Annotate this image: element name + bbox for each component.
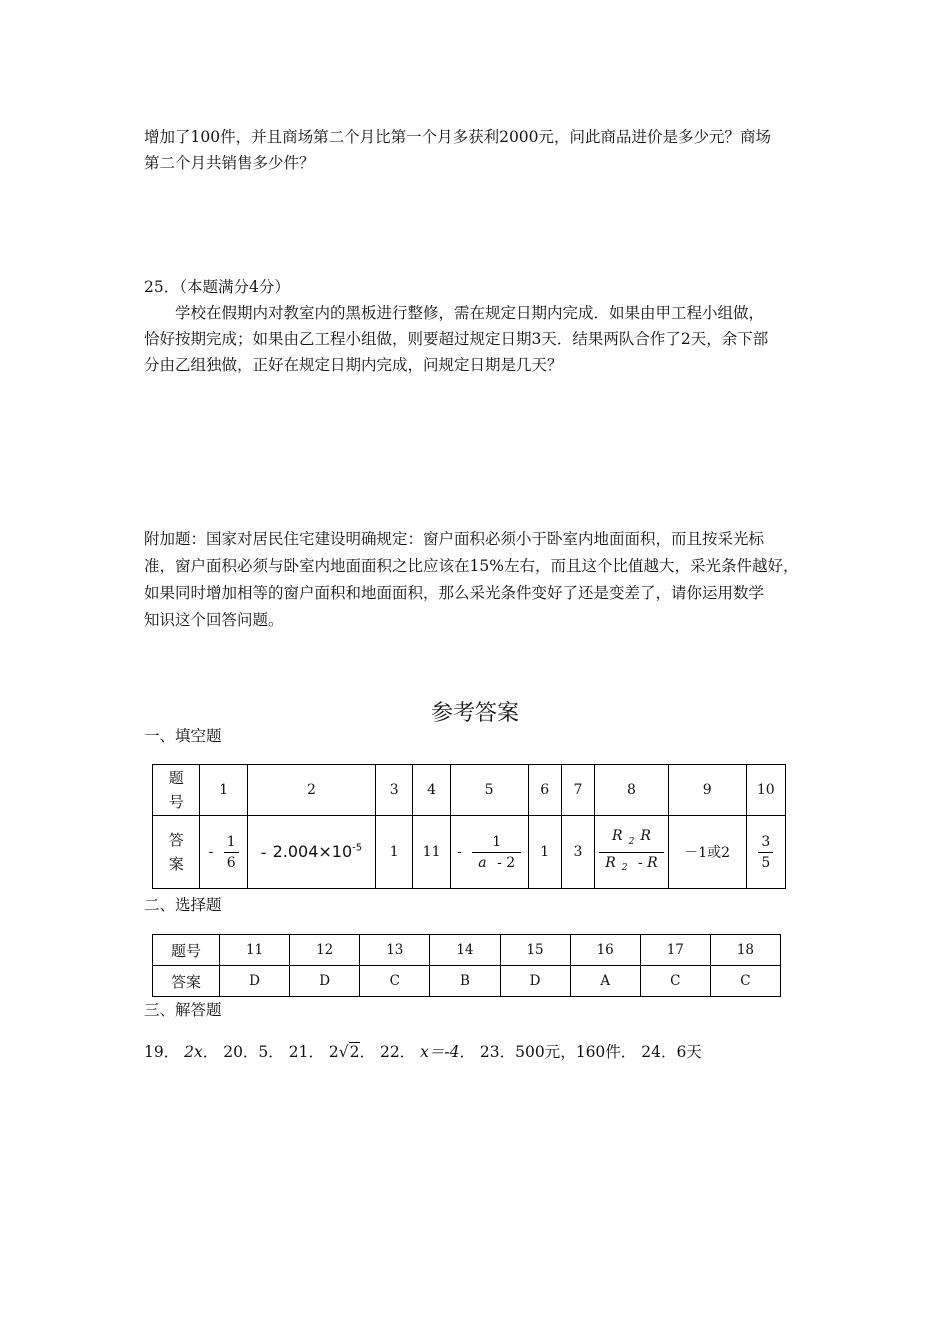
var-R: R	[612, 827, 623, 844]
answer-cell-10	[746, 816, 785, 889]
answer-cell-2	[247, 816, 375, 889]
text-line: 准，窗户面积必须与卧室内地面面积之比应该在15%左右，而且这个比值越大，采光条件越好，	[144, 557, 799, 575]
table-row	[153, 935, 781, 966]
label-char: 题	[168, 769, 184, 787]
radicand: 2	[349, 1043, 360, 1061]
number-cell: 14	[430, 935, 500, 966]
answer-cell: D	[220, 966, 290, 997]
answer-cell: C	[710, 966, 780, 997]
answer-cell: B	[430, 966, 500, 997]
number-cell: 15	[500, 935, 570, 966]
text-line: 第二个月共销售多少件？	[144, 154, 315, 172]
answer-cell-5	[450, 816, 528, 889]
number-cell: 10	[746, 765, 785, 816]
number-cell: 8	[595, 765, 669, 816]
math-expr: 2x	[184, 1043, 203, 1061]
answer-cell-8	[595, 816, 669, 889]
numerator: 3	[761, 833, 771, 850]
answer-cell-3: 1	[376, 816, 413, 889]
question-25	[144, 274, 814, 378]
variable-a: a	[478, 854, 487, 871]
answer-cell: C	[360, 966, 430, 997]
answer-cell-7: 3	[561, 816, 594, 889]
section-multiple-choice: 二、选择题	[144, 896, 222, 914]
number-cell: 2	[247, 765, 375, 816]
number-cell: 16	[570, 935, 640, 966]
denominator: 5	[758, 852, 773, 873]
exponent: -5	[352, 842, 363, 854]
math-expr: 2√2	[328, 1043, 360, 1061]
text-line: 如果同时增加相等的窗户面积和地面面积，那么采光条件变好了还是变差了，请你运用数学	[144, 584, 765, 602]
number-cell: 13	[360, 935, 430, 966]
subscript: 2	[621, 863, 628, 874]
answers-title: 参考答案	[430, 701, 519, 726]
text-segment: 19．	[144, 1043, 180, 1061]
table-row	[153, 966, 781, 997]
table-row	[153, 816, 786, 889]
fraction	[758, 832, 773, 873]
minus-sign: -	[457, 844, 462, 860]
minus-sign: -	[260, 843, 267, 862]
fraction	[472, 832, 521, 873]
text-segment: ． 20．5． 21．	[202, 1043, 324, 1061]
fill-in-answer-table	[152, 764, 786, 889]
number-cell: 11	[220, 935, 290, 966]
math-expr: x＝-4	[420, 1043, 460, 1061]
subscript: 2	[628, 836, 635, 847]
coefficient: 2	[328, 1043, 339, 1061]
question-heading: 25．（本题满分4分）	[144, 278, 290, 296]
var-R: R	[605, 854, 616, 871]
number-cell: 12	[290, 935, 360, 966]
numerator: 1	[226, 833, 236, 850]
text-segment: ． 23．500元，160件． 24．6天	[459, 1043, 702, 1061]
text-line: 知识这个回答问题。	[144, 611, 284, 629]
header-label-cell: 题号	[153, 935, 220, 966]
answer-label-cell: 答案	[153, 966, 220, 997]
table-row	[153, 765, 786, 816]
number-cell: 6	[528, 765, 561, 816]
answer-cell-1	[200, 816, 247, 889]
var-R: R	[640, 827, 651, 844]
label-char: 答	[168, 831, 184, 849]
denominator-rest: - R	[633, 854, 658, 871]
answer-label-cell	[153, 816, 200, 889]
denominator	[599, 852, 663, 879]
number-cell: 18	[710, 935, 780, 966]
choice-answer-table	[152, 934, 781, 997]
text-line: 附加题：国家对居民住宅建设明确规定：窗户面积必须小于卧室内地面面积，而且按采光标	[144, 530, 765, 548]
header-label-cell	[153, 765, 200, 816]
text-line: 学校在假期内对教室内的黑板进行整修，需在规定日期内完成．如果由甲工程小组做，	[175, 304, 765, 322]
denominator-rest: - 2	[492, 854, 516, 871]
bonus-question	[144, 526, 814, 634]
text-segment: ． 22．	[359, 1043, 416, 1061]
denominator	[472, 852, 521, 873]
number-cell: 1	[200, 765, 247, 816]
label-char: 案	[168, 855, 184, 873]
text-line: 分由乙组独做，正好在规定日期内完成，问规定日期是几天？	[144, 356, 563, 374]
mantissa: 2.004	[272, 842, 319, 861]
answer-cell-4: 11	[413, 816, 450, 889]
number-cell: 9	[668, 765, 746, 816]
label-char: 号	[168, 793, 184, 811]
numerator: 1	[492, 833, 502, 850]
answer-cell: C	[640, 966, 710, 997]
q24-continued	[144, 124, 814, 176]
answer-cell: D	[500, 966, 570, 997]
text-line: 增加了100件，并且商场第二个月比第一个月多获利2000元，问此商品进价是多少元？商场	[144, 128, 772, 146]
answer-cell: D	[290, 966, 360, 997]
text-line: 恰好按期完成；如果由乙工程小组做，则要超过规定日期3天．结果两队合作了2天，余下部	[144, 330, 769, 348]
fraction	[599, 826, 663, 879]
fraction	[224, 832, 239, 873]
section-fill-in: 一、填空题	[144, 727, 222, 745]
number-cell: 5	[450, 765, 528, 816]
section-solutions: 三、解答题	[144, 1001, 222, 1019]
number-cell: 4	[413, 765, 450, 816]
solutions-line	[144, 1040, 702, 1062]
denominator: 6	[224, 852, 239, 873]
answer-cell-6: 1	[528, 816, 561, 889]
number-cell: 7	[561, 765, 594, 816]
minus-sign: -	[208, 844, 214, 860]
numerator	[606, 826, 657, 852]
answer-cell: A	[570, 966, 640, 997]
number-cell: 17	[640, 935, 710, 966]
number-cell: 3	[376, 765, 413, 816]
times-ten: ×10	[318, 842, 353, 861]
answer-cell-9: －1或2	[668, 816, 746, 889]
